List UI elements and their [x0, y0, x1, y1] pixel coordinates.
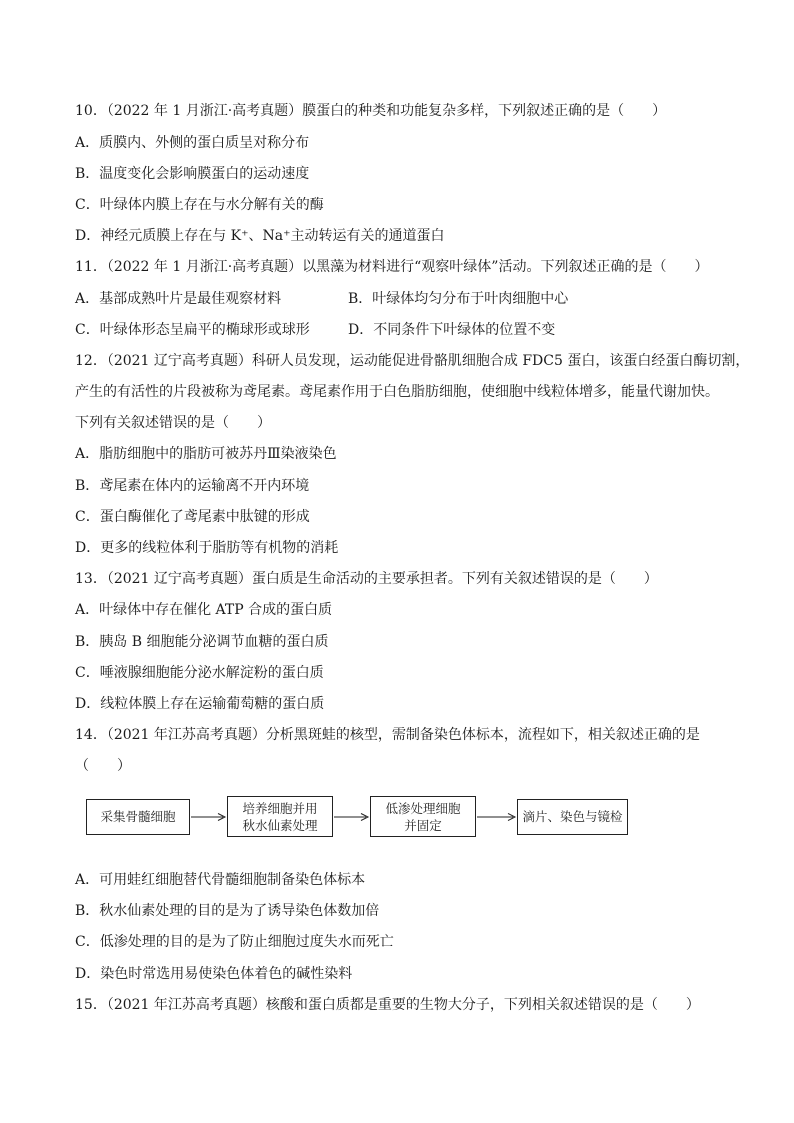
- option-d: D．染色时常选用易使染色体着色的碱性染料: [75, 965, 353, 982]
- question-10: [75, 96, 775, 252]
- option-a: A．脂肪细胞中的脂肪可被苏丹Ⅲ染液染色: [75, 446, 337, 463]
- question-11: [75, 252, 775, 346]
- arrow-right-icon: [476, 811, 517, 823]
- question-stem: 13．（2021 辽宁高考真题）蛋白质是生命活动的主要承担者。下列有关叙述错误的是（ ）: [75, 571, 658, 588]
- exam-page: [75, 96, 775, 1021]
- question-stem: 11．（2022 年 1 月浙江·高考真题）以黑藻为材料进行“观察叶绿体”活动。下列叙述正确的是（ ）: [75, 259, 709, 276]
- question-12: [75, 346, 775, 564]
- arrow-right-icon: [333, 811, 370, 823]
- flow-step-text: 并固定: [404, 817, 442, 833]
- question-14: [75, 720, 775, 990]
- option-d: D．更多的线粒体利于脂肪等有机物的消耗: [75, 540, 339, 557]
- arrow-right-icon: [190, 811, 227, 823]
- flow-step-text: 低渗处理细胞: [385, 800, 461, 816]
- question-stem: 15．（2021 年江苏高考真题）核酸和蛋白质都是重要的生物大分子，下列相关叙述错误的是（ ）: [75, 996, 700, 1013]
- flow-step-text: 滴片、染色与镜检: [522, 809, 623, 825]
- option-b: B．温度变化会影响膜蛋白的运动速度: [75, 165, 310, 182]
- option-c: C．叶绿体内膜上存在与水分解有关的酶: [75, 196, 324, 213]
- option-a: A．可用蛙红细胞替代骨髓细胞制备染色体标本: [75, 872, 366, 889]
- flow-step-1: [86, 799, 190, 835]
- question-stem-line-1: 12．（2021 辽宁高考真题）科研人员发现，运动能促进骨骼肌细胞合成 FDC5 蛋白，该蛋白经蛋白酶切割，: [75, 352, 750, 369]
- flow-step-text: 采集骨髓细胞: [100, 809, 176, 825]
- option-b: B．叶绿体均匀分布于叶肉细胞中心: [348, 290, 569, 307]
- question-15: [75, 990, 775, 1021]
- option-b: B．秋水仙素处理的目的是为了诱导染色体数加倍: [75, 903, 380, 920]
- option-c: C．低渗处理的目的是为了防止细胞过度失水而死亡: [75, 934, 394, 951]
- option-a: A．叶绿体中存在催化 ATP 合成的蛋白质: [75, 602, 333, 619]
- option-c: C．叶绿体形态呈扁平的椭球形或球形: [75, 321, 310, 338]
- flow-step-3: [370, 796, 476, 837]
- option-a: A．基部成熟叶片是最佳观察材料: [75, 290, 282, 307]
- option-row: [75, 284, 775, 315]
- flowchart: [75, 783, 775, 866]
- option-d: D．线粒体膜上存在运输葡萄糖的蛋白质: [75, 695, 325, 712]
- question-stem-line-2: （ ）: [75, 758, 131, 775]
- flow-step-2: [227, 796, 333, 837]
- option-b: B．胰岛 B 细胞能分泌调节血糖的蛋白质: [75, 633, 329, 650]
- question-stem: 10．（2022 年 1 月浙江·高考真题）膜蛋白的种类和功能复杂多样，下列叙述正确的是（ ）: [75, 103, 667, 120]
- question-stem-line-3: 下列有关叙述错误的是（ ）: [75, 415, 271, 432]
- question-13: [75, 564, 775, 720]
- flow-step-text: 培养细胞并用: [242, 800, 318, 816]
- option-d: D．不同条件下叶绿体的位置不变: [348, 321, 556, 338]
- flowchart-row: [86, 783, 628, 851]
- option-d: D．神经元质膜上存在与 K⁺、Na⁺主动转运有关的通道蛋白: [75, 228, 445, 245]
- question-stem-line-2: 产生的有活性的片段被称为鸢尾素。鸢尾素作用于白色脂肪细胞，使细胞中线粒体增多，能量代谢加快。: [75, 384, 719, 401]
- question-stem-line-1: 14．（2021 年江苏高考真题）分析黑斑蛙的核型，需制备染色体标本，流程如下，相关叙述正确的是: [75, 727, 700, 744]
- flow-step-text: 秋水仙素处理: [242, 817, 318, 833]
- option-a: A．质膜内、外侧的蛋白质呈对称分布: [75, 134, 310, 151]
- flow-step-4: [517, 799, 628, 835]
- option-c: C．蛋白酶催化了鸢尾素中肽键的形成: [75, 508, 310, 525]
- option-row: [75, 315, 775, 346]
- option-b: B．鸢尾素在体内的运输离不开内环境: [75, 477, 310, 494]
- option-c: C．唾液腺细胞能分泌水解淀粉的蛋白质: [75, 664, 324, 681]
